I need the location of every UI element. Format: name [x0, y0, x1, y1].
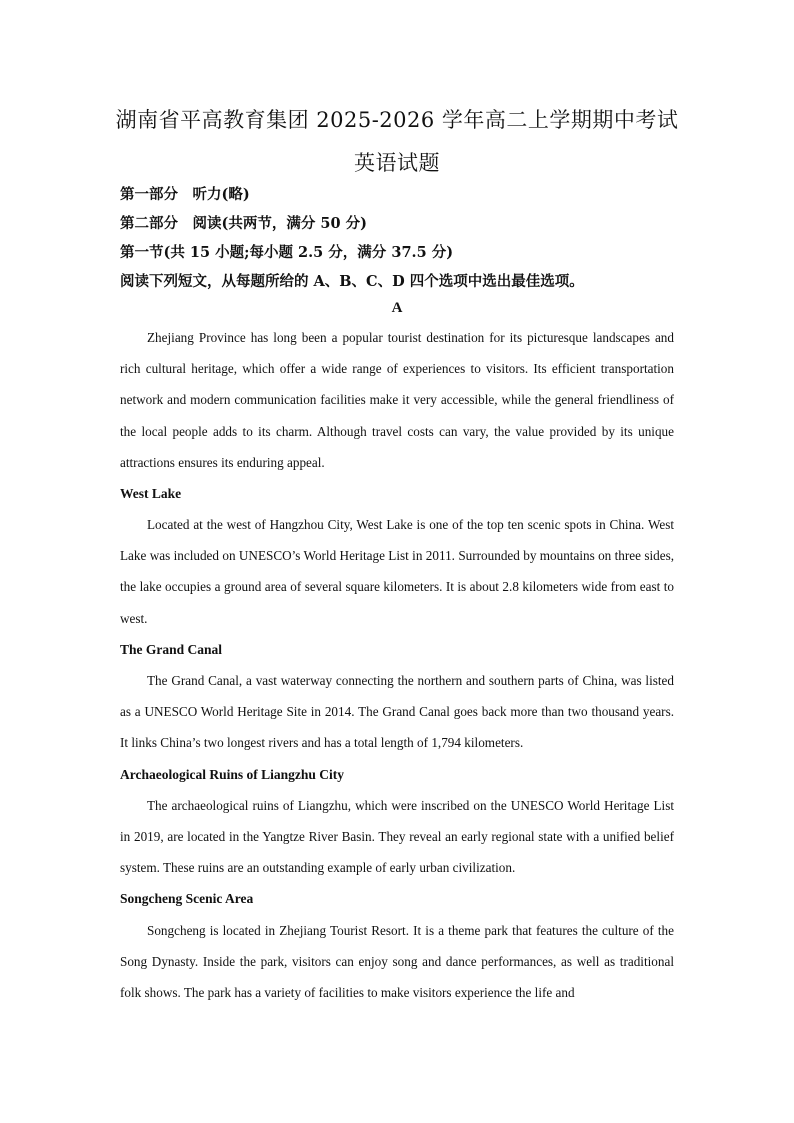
- section1-heading: 第一节(共 15 小题;每小题 2.5 分，满分 37.5 分): [120, 244, 454, 261]
- item-text-liangzhu: The archaeological ruins of Liangzhu, which were inscribed on the UNESCO World Heritage List in 2019, are located in the Yangtze River Basin. They reveal an early regional state with a unified belief system. These ruins are an outstanding example of early urban civilization.: [120, 798, 674, 876]
- part1-heading: 第一部分 听力(略): [120, 186, 250, 203]
- exam-title: 湖南省平高教育集团 2025-2026 学年高二上学期期中考试: [115, 108, 679, 132]
- item-heading-songcheng: Songcheng Scenic Area: [120, 891, 254, 906]
- part2-heading: 第二部分 阅读(共两节，满分 50 分): [120, 215, 367, 232]
- item-text-songcheng: Songcheng is located in Zhejiang Tourist Resort. It is a theme park that features the culture of the Song Dynasty. Inside the park, visitors can enjoy song and dance performances, as well as traditional folk shows. The park has a variety of facilities to make visitors experience the life and: [120, 923, 674, 1001]
- item-heading-west-lake: West Lake: [120, 486, 182, 501]
- item-text-grand-canal: The Grand Canal, a vast waterway connecting the northern and southern parts of China, was listed as a UNESCO World Heritage Site in 2014. The Grand Canal goes back more than two thousand years. It links China’s two longest rivers and has a total length of 1,794 kilometers.: [120, 673, 674, 751]
- passage-letter: A: [391, 300, 403, 316]
- item-heading-liangzhu: Archaeological Ruins of Liangzhu City: [120, 767, 345, 782]
- reading-instruction: 阅读下列短文，从每题所给的 A、B、C、D 四个选项中选出最佳选项。: [120, 273, 584, 290]
- passage-intro: Zhejiang Province has long been a popular tourist destination for its picturesque landscapes and rich cultural heritage, which offer a wide range of experiences to visitors. Its efficient transportation network and modern communication facilities make it very accessible, while the general friendliness of the local people adds to its charm. Although travel costs can vary, the value provided by its unique attractions ensures its enduring appeal.: [120, 330, 674, 470]
- item-text-west-lake: Located at the west of Hangzhou City, West Lake is one of the top ten scenic spots in China. West Lake was included on UNESCO’s World Heritage List in 2011. Surrounded by mountains on three sides, the lake occupies a ground area of several square kilometers. It is about 2.8 kilometers wide from east to west.: [120, 517, 674, 626]
- item-heading-grand-canal: The Grand Canal: [120, 642, 223, 657]
- exam-subtitle: 英语试题: [354, 151, 440, 175]
